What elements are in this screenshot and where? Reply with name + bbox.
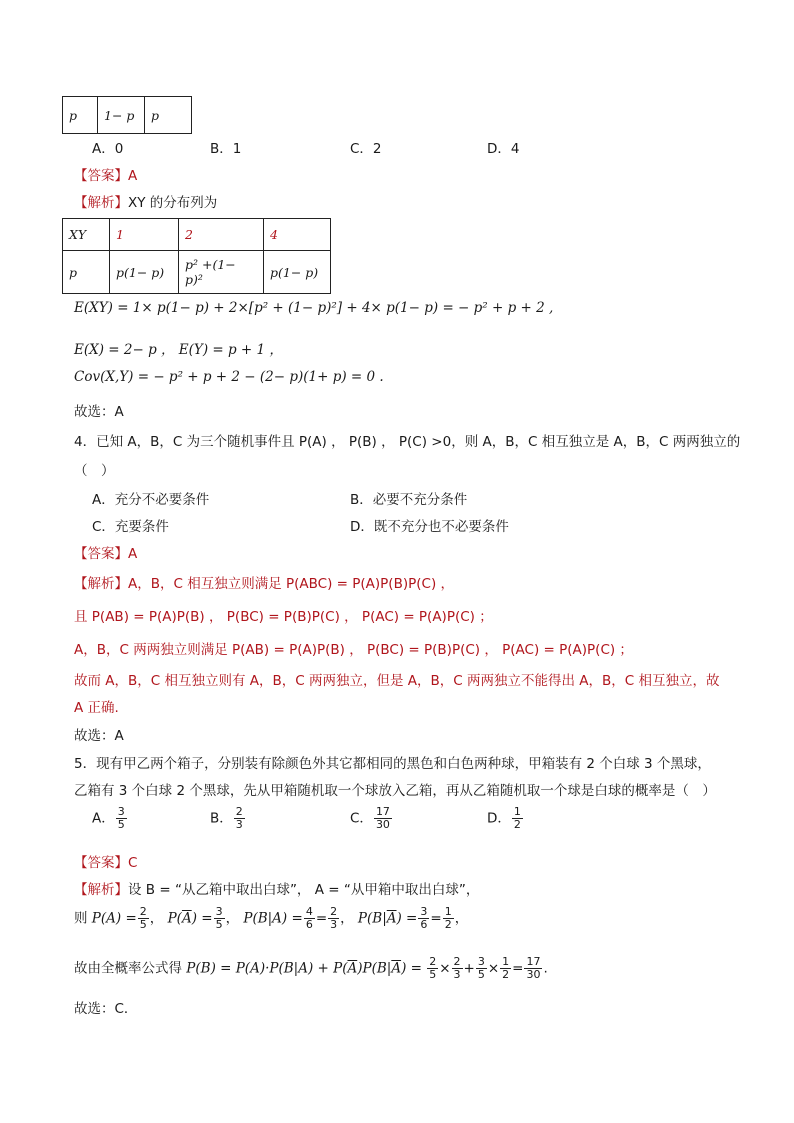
q4-analysis-line3: A，B，C 两两独立则满足 P(AB) = P(A)P(B) ， P(BC) = P(B)P(C) ， P(AC) = P(A)P(C) ； (74, 642, 633, 658)
formula-exy: E(XY) = 1× p(1− p) + 2×[p² + (1− p)²] + 4× p(1− p) = − p² + p + 2 , (74, 300, 554, 316)
q4-analysis-line2: 且 P(AB) = P(A)P(B) ， P(BC) = P(B)P(C) ， P(AC) = P(A)P(C) ； (74, 609, 493, 625)
q3-option-a: A．0 (92, 141, 124, 157)
table-header-cell: 1 (110, 219, 179, 251)
q5-option-c: C． $\frac{17}{30}$ (350, 805, 390, 831)
choose-line: 故选：A (74, 728, 124, 744)
choose-line: 故选：A (74, 404, 124, 420)
q3-option-b: B．1 (210, 141, 242, 157)
q5-analysis-line3: 故由全概率公式得 $P(B) = P(A)\cdot P(B|A) + P(\overline{A})P(B|\overline{A})$ = $\frac{2}{5}$ × $\frac{2}{3}$ + $\frac{3}{5}$ × $\frac{1}{2}$ = $\frac{17}{30}$ . (74, 955, 548, 981)
table-header-cell: 2 (179, 219, 264, 251)
table-header-cell: 4 (264, 219, 331, 251)
table-cell: p² +(1− p)² (179, 251, 264, 294)
q3-option-d: D．4 (487, 141, 520, 157)
table-cell: p (63, 251, 110, 294)
q4-stem: 4．已知 A，B，C 为三个随机事件且 P(A) ， P(B) ， P(C) >0，则 A，B，C 相互独立是 A，B，C 两两独立的 (74, 434, 741, 450)
table-cell: 1− p (98, 97, 145, 134)
answer-label: 【答案】A (74, 546, 138, 562)
q3-option-c: C．2 (350, 141, 382, 157)
table-cell: p (63, 97, 98, 134)
formula-cov: Cov(X,Y) = − p² + p + 2 − (2− p)(1+ p) = 0 . (74, 369, 384, 385)
q3-option-table (62, 96, 192, 134)
table-cell: p(1− p) (110, 251, 179, 294)
q5-stem-2: 乙箱有 3 个白球 2 个黑球，先从甲箱随机取一个球放入乙箱，再从乙箱随机取一个球是白球的概率是（ ） (74, 783, 716, 799)
q4-option-a: A．充分不必要条件 (92, 492, 210, 508)
q4-option-d: D．既不充分也不必要条件 (350, 519, 509, 535)
q4-option-b: B．必要不充分条件 (350, 492, 468, 508)
table-cell: p(1− p) (264, 251, 331, 294)
q4-paren: （ ） (74, 463, 115, 479)
q5-option-a: A． $\frac{3}{5}$ (92, 805, 125, 831)
table-cell: p (145, 97, 192, 134)
answer-label: 【答案】C (74, 855, 138, 871)
formula-ex-ey: E(X) = 2− p ， E(Y) = p + 1 ， (74, 342, 283, 358)
xy-distribution-table (62, 218, 331, 294)
q5-option-d: D． $\frac{1}{2}$ (487, 805, 521, 831)
analysis-intro: 【解析】XY 的分布列为 (74, 195, 218, 211)
q4-option-c: C．充要条件 (92, 519, 169, 535)
q4-analysis-line4: 故而 A，B，C 相互独立则有 A，B，C 两两独立，但是 A，B，C 两两独立不能得出 A，B，C 相互独立，故 (74, 673, 720, 689)
q5-stem-1: 5．现有甲乙两个箱子，分别装有除颜色外其它都相同的黑色和白色两种球，甲箱装有 2 个白球 3 个黑球， (74, 756, 711, 772)
q5-option-b: B． $\frac{2}{3}$ (210, 805, 243, 831)
q4-analysis-line1: 【解析】A，B，C 相互独立则满足 P(ABC) = P(A)P(B)P(C) ， (74, 576, 454, 592)
table-header-cell: XY (63, 219, 110, 251)
q5-analysis-line1: 【解析】设 B = “从乙箱中取出白球”， A = “从甲箱中取出白球”， (74, 882, 480, 898)
q4-analysis-line5: A 正确. (74, 700, 119, 716)
answer-label: 【答案】A (74, 168, 138, 184)
q5-analysis-line2: 则 P(A) = $\frac{2}{5}$ ， $P(\overline{A})$ = $\frac{3}{5}$ ， P(B|A) = $\frac{4}{6}$ = $\frac{2}{3}$ ， $P(B|\overline{A})$ = $\frac{3}{6}$ = $\frac{1}{2}$ ， (74, 905, 469, 931)
choose-line: 故选：C． (74, 1001, 138, 1017)
